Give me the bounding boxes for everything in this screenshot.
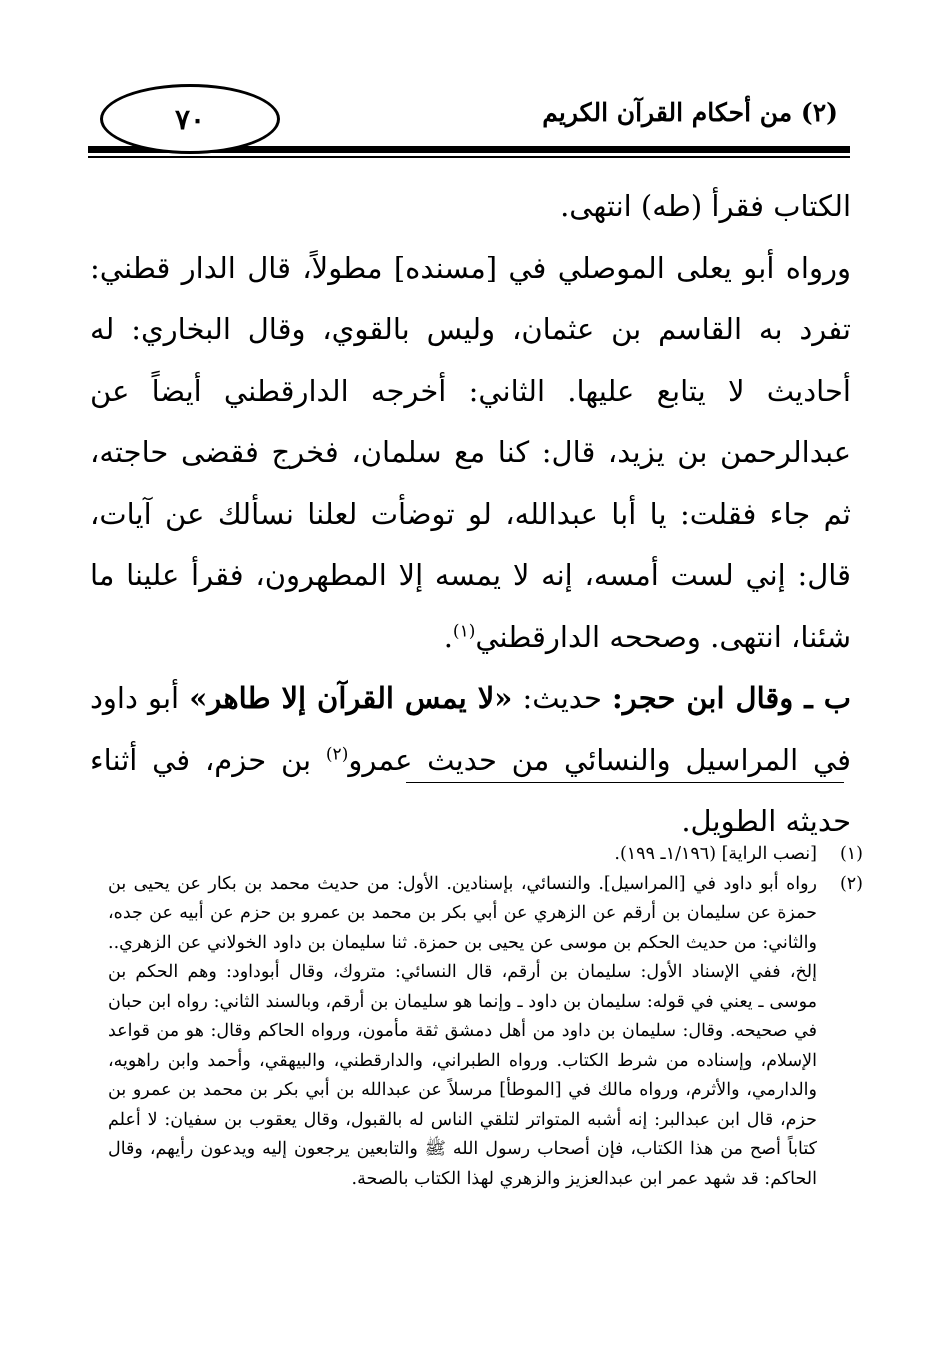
footnote-text: رواه أبو داود في [المراسيل]. والنسائي، بإسنادين. الأول: من حديث محمد بن بكار عن يحيى بن حمزة عن سليمان بن أرقم عن الزهري عن أبي بكر بن محمد بن عمرو بن حزم عن أبيه عن جده، والثاني: من حديث الحكم بن موسى عن يحيى بن حمزة. ثنا سليمان بن داود الخولاني عن الزهري.. إلخ، ففي الإسناد الأول: سليمان بن أرقم، قال النسائي: متروك، وقال أبوداود: وهم الحكم بن موسى ـ يعني في قوله: سليمان بن داود ـ وإنما هو سليمان بن أرقم، وبالسند الثاني: رواه ابن حبان في صحيحه. وقال: سليمان بن داود من أهل دمشق ثقة مأمون، ورواه الحاكم وقال: هو من قواعد الإسلام، وإسناده من شرط الكتاب. ورواه الطبراني، والدارقطني، والبيهقي، وأحمد وابن راهويه، والدارمي، والأثرم، ورواه مالك في [الموطأ] مرسلاً عن عبدالله بن أبي بكر بن محمد بن عمرو بن حزم، قال ابن عبدالبر: إنه أشبه المتواتر لتلقي الناس له بالقبول، وقال يعقوب بن سفيان: لا أعلم كتاباً أصح من هذا الكتاب، فإن أصحاب رسول الله ﷺ والتابعين يرجعون إليه ويدعون رأيهم، وقال الحاكم: قد شهد عمر ابن عبدالعزيز والزهري لهذا الكتاب بالصحة. xyxy=(108,873,817,1189)
paragraph-3-c: بن حزم، في أثناء حديثه الطويل. xyxy=(90,742,851,838)
paragraph-2-text: ورواه أبو يعلى الموصلي في [مسنده] مطولاً، قال الدار قطني: تفرد به القاسم بن عثمان، وليس بالقوي، وقال البخاري: له أحاديث لا يتابع عليها. الثاني: أخرجه الدارقطني أيضاً عن عبدالرحمن بن يزيد، قال: كنا مع سلمان، فخرج فقضى حاجته، ثم جاء فقلت: يا أبا عبدالله، لو توضأت لعلنا نسألك عن آيات، قال: إني لست أمسه، إنه لا يمسه إلا المطهرون، فقرأ علينا ما شئنا، انتهى. وصححه الدارقطني xyxy=(90,250,851,654)
page-header xyxy=(88,80,850,170)
section-lead: ب ـ وقال ابن حجر: xyxy=(612,681,852,715)
footnote-ref-1[interactable]: (١) xyxy=(452,620,476,641)
footnote-ref-2[interactable]: (٢) xyxy=(325,743,349,764)
paragraph-3 xyxy=(90,668,851,853)
paragraph-3-a: حديث: xyxy=(512,681,613,715)
header-rule-thin xyxy=(88,156,850,158)
paragraph-2-end: . xyxy=(443,619,453,654)
footnotes xyxy=(108,840,863,1194)
footnote-number: (٢) xyxy=(839,873,863,894)
footnote-1 xyxy=(108,840,863,870)
hadith-quote: «لا يمس القرآن إلا طاهر» xyxy=(189,681,513,715)
paragraph-3-b: أبو داود في المراسيل والنسائي من حديث عمرو xyxy=(90,681,851,777)
footnote-number: (١) xyxy=(839,844,863,864)
page-number: ٧٠ xyxy=(100,84,280,154)
footnote-text: [نصب الراية] (١/١٩٦ـ ١٩٩). xyxy=(614,844,817,864)
footnote-2 xyxy=(108,870,863,1195)
footnote-separator xyxy=(406,782,844,783)
paragraph-2 xyxy=(90,238,851,669)
paragraph-1: الكتاب فقرأ (طه) انتهى. xyxy=(560,189,851,223)
running-title: (٢) من أحكام القرآن الكريم xyxy=(542,98,838,127)
main-text xyxy=(90,176,851,853)
